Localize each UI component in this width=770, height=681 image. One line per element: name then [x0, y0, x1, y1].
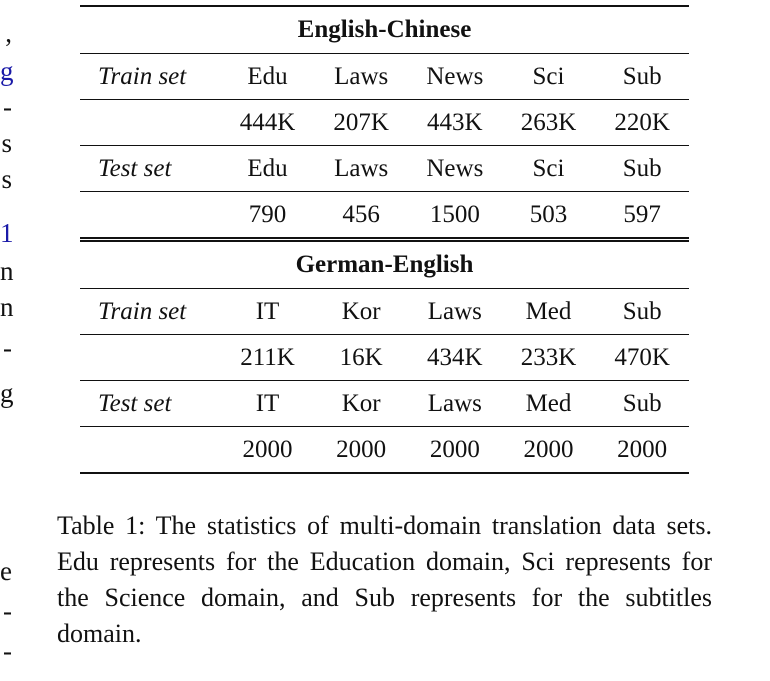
- table-cell: Edu: [221, 54, 315, 100]
- table-cell: Kor: [314, 381, 408, 427]
- table-cell: 211K: [221, 335, 315, 381]
- table-cell: 1500: [408, 192, 502, 240]
- table-cell: Sub: [595, 54, 689, 100]
- margin-text-fragment: s: [1, 164, 12, 194]
- margin-text-fragment: -: [3, 636, 12, 666]
- table-cell: Sci: [502, 146, 596, 192]
- margin-text-fragment: ,: [5, 18, 12, 48]
- section-header-row: [80, 240, 689, 289]
- table-cell: 2000: [595, 427, 689, 474]
- table-cell: Sub: [595, 381, 689, 427]
- table-cell: 790: [221, 192, 315, 240]
- table-cell: IT: [221, 381, 315, 427]
- table-cell: Med: [502, 289, 596, 335]
- table-cell: 434K: [408, 335, 502, 381]
- table-cell: 470K: [595, 335, 689, 381]
- section-header-row: [80, 6, 689, 54]
- table-cell: Kor: [314, 289, 408, 335]
- row-label: Train set: [80, 289, 221, 335]
- table-cell: Sci: [502, 54, 596, 100]
- table-cell: IT: [221, 289, 315, 335]
- margin-text-fragment: -: [3, 92, 12, 122]
- table-cell: 444K: [221, 100, 315, 146]
- table-row: [80, 192, 689, 240]
- table-cell: Laws: [314, 146, 408, 192]
- margin-link-fragment: g: [0, 56, 14, 86]
- row-label: Test set: [80, 146, 221, 192]
- table-cell: 443K: [408, 100, 502, 146]
- table-row: [80, 100, 689, 146]
- table-cell: 207K: [314, 100, 408, 146]
- table-cell: Sub: [595, 146, 689, 192]
- table-cell: Edu: [221, 146, 315, 192]
- table-cell: 220K: [595, 100, 689, 146]
- table-cell: 456: [314, 192, 408, 240]
- table-cell: 597: [595, 192, 689, 240]
- margin-text-fragment: -: [3, 333, 12, 363]
- table-cell: Sub: [595, 289, 689, 335]
- table-cell: 16K: [314, 335, 408, 381]
- table-cell: 2000: [221, 427, 315, 474]
- section-title: English-Chinese: [80, 6, 689, 54]
- table-cell: 2000: [314, 427, 408, 474]
- row-label: Train set: [80, 54, 221, 100]
- table-cell: Laws: [408, 289, 502, 335]
- table-cell: Laws: [408, 381, 502, 427]
- table-cell: News: [408, 146, 502, 192]
- table-row: [80, 146, 689, 192]
- table-row: [80, 427, 689, 474]
- table-row: [80, 335, 689, 381]
- row-label: [80, 335, 221, 381]
- row-label: [80, 427, 221, 474]
- table-cell: 233K: [502, 335, 596, 381]
- table-row: [80, 381, 689, 427]
- table-cell: Laws: [314, 54, 408, 100]
- margin-text-fragment: n: [0, 292, 14, 322]
- table-row: [80, 289, 689, 335]
- row-label: Test set: [80, 381, 221, 427]
- table-row: [80, 54, 689, 100]
- table-cell: 2000: [408, 427, 502, 474]
- table-cell: 503: [502, 192, 596, 240]
- margin-text-fragment: n: [0, 256, 14, 286]
- row-label: [80, 100, 221, 146]
- margin-text-fragment: s: [1, 128, 12, 158]
- table-caption: Table 1: The statistics of multi-domain translation data sets. Edu represents for the Education domain, Sci represents for the Science domain, and Sub represents for the subtitles domain.: [57, 511, 712, 648]
- table-cell: News: [408, 54, 502, 100]
- row-label: [80, 192, 221, 240]
- margin-text-fragment: -: [3, 596, 12, 626]
- table-cell: Med: [502, 381, 596, 427]
- margin-text-fragment: g: [0, 378, 14, 408]
- margin-text-fragment: e: [0, 556, 12, 586]
- table-cell: 2000: [502, 427, 596, 474]
- margin-link-fragment: 1: [0, 218, 14, 248]
- table-cell: 263K: [502, 100, 596, 146]
- section-title: German-English: [80, 240, 689, 289]
- dataset-statistics-table: [80, 5, 689, 474]
